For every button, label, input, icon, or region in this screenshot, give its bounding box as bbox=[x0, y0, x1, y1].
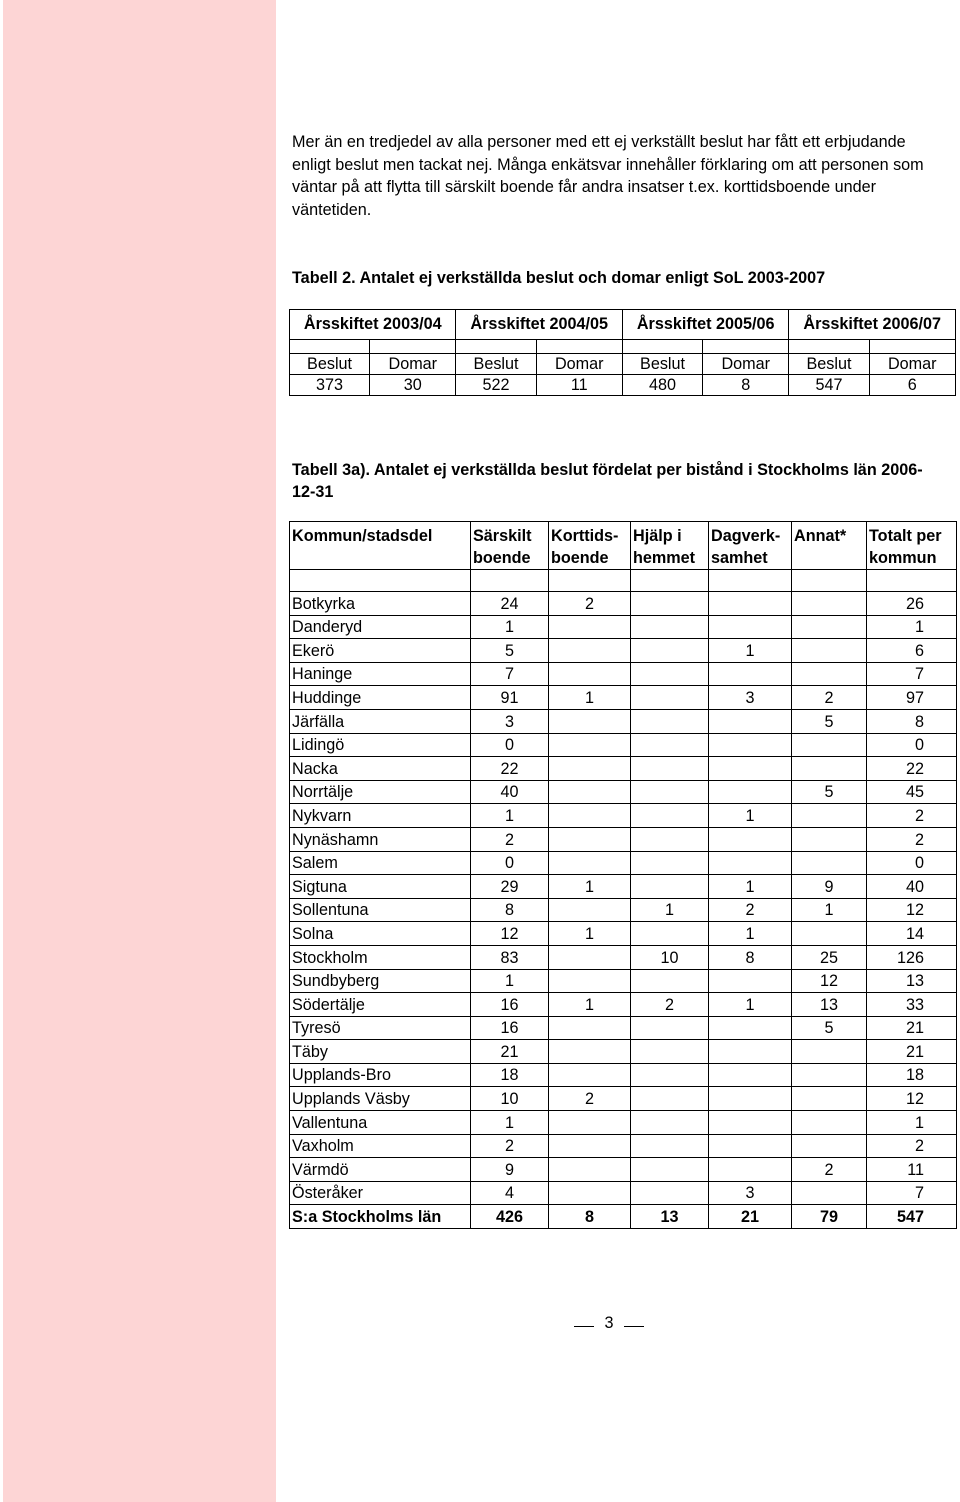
table3-row bbox=[290, 780, 957, 804]
table3-row bbox=[290, 1111, 957, 1135]
cell-name: Upplands Väsby bbox=[290, 1087, 471, 1111]
cell-dagverk bbox=[709, 1063, 792, 1087]
cell-sarskilt: 91 bbox=[471, 686, 549, 710]
table2-period-row bbox=[290, 310, 956, 340]
cell-dagverk: 21 bbox=[709, 1205, 792, 1229]
header-dagverk: Dagverk- samhet bbox=[709, 522, 792, 570]
value-cell: 373 bbox=[290, 375, 370, 396]
cell-sarskilt: 2 bbox=[471, 827, 549, 851]
cell-hjalp bbox=[631, 639, 709, 663]
cell-annat: 2 bbox=[792, 686, 867, 710]
cell-sarskilt: 16 bbox=[471, 1016, 549, 1040]
table3-row bbox=[290, 898, 957, 922]
cell-sarskilt: 16 bbox=[471, 993, 549, 1017]
cell-dagverk bbox=[709, 615, 792, 639]
cell-dagverk bbox=[709, 827, 792, 851]
cell-name: S:a Stockholms län bbox=[290, 1205, 471, 1229]
cell-name: Danderyd bbox=[290, 615, 471, 639]
cell-korttids: 2 bbox=[549, 1087, 631, 1111]
cell-totalt: 1 bbox=[867, 615, 957, 639]
cell-totalt: 2 bbox=[867, 1134, 957, 1158]
value-cell: 11 bbox=[536, 375, 622, 396]
cell-dagverk: 3 bbox=[709, 1181, 792, 1205]
cell-hjalp bbox=[631, 1087, 709, 1111]
table3-row bbox=[290, 733, 957, 757]
cell-annat: 12 bbox=[792, 969, 867, 993]
intro-paragraph: Mer än en tredjedel av alla personer med ett ej verkställt beslut har fått ett erbjudande enligt beslut men tackat nej. Många enkätsvar innehåller förklaring om att personen som väntar på att flytta till särskilt boende får andra insatser t.ex. korttidsboende under väntetiden. bbox=[292, 133, 924, 219]
cell-korttids: 1 bbox=[549, 922, 631, 946]
cell-name: Ekerö bbox=[290, 639, 471, 663]
cell-dagverk bbox=[709, 780, 792, 804]
cell-totalt: 1 bbox=[867, 1111, 957, 1135]
cell-korttids: 1 bbox=[549, 875, 631, 899]
table3-row bbox=[290, 1134, 957, 1158]
cell-korttids bbox=[549, 733, 631, 757]
cell-hjalp bbox=[631, 1134, 709, 1158]
cell-name: Solna bbox=[290, 922, 471, 946]
table3-row bbox=[290, 922, 957, 946]
cell-annat: 5 bbox=[792, 1016, 867, 1040]
cell-annat: 5 bbox=[792, 780, 867, 804]
cell-name: Vallentuna bbox=[290, 1111, 471, 1135]
cell-dagverk bbox=[709, 969, 792, 993]
cell-hjalp bbox=[631, 662, 709, 686]
subheader-cell: Beslut bbox=[290, 354, 370, 375]
table3-gap-row bbox=[290, 570, 957, 592]
table2 bbox=[289, 309, 956, 396]
cell-name: Nacka bbox=[290, 757, 471, 781]
page-number: 3 bbox=[574, 1314, 644, 1338]
cell-totalt: 26 bbox=[867, 592, 957, 616]
cell-hjalp bbox=[631, 827, 709, 851]
page-number-dash-right bbox=[624, 1326, 644, 1327]
cell-sarskilt: 29 bbox=[471, 875, 549, 899]
subheader-cell: Beslut bbox=[456, 354, 536, 375]
cell-korttids: 1 bbox=[549, 993, 631, 1017]
cell-annat bbox=[792, 804, 867, 828]
cell-hjalp bbox=[631, 922, 709, 946]
cell-annat: 5 bbox=[792, 709, 867, 733]
cell-annat bbox=[792, 922, 867, 946]
cell-sarskilt: 83 bbox=[471, 945, 549, 969]
cell-hjalp bbox=[631, 1158, 709, 1182]
cell-korttids bbox=[549, 898, 631, 922]
cell-sarskilt: 7 bbox=[471, 662, 549, 686]
cell-name: Haninge bbox=[290, 662, 471, 686]
cell-dagverk: 3 bbox=[709, 686, 792, 710]
cell-totalt: 7 bbox=[867, 1181, 957, 1205]
cell-sarskilt: 8 bbox=[471, 898, 549, 922]
cell-annat bbox=[792, 1181, 867, 1205]
cell-name: Södertälje bbox=[290, 993, 471, 1017]
cell-sarskilt: 1 bbox=[471, 804, 549, 828]
cell-korttids bbox=[549, 639, 631, 663]
subheader-cell: Domar bbox=[536, 354, 622, 375]
cell-hjalp bbox=[631, 592, 709, 616]
cell-korttids bbox=[549, 804, 631, 828]
cell-sarskilt: 0 bbox=[471, 851, 549, 875]
cell-sarskilt: 1 bbox=[471, 615, 549, 639]
table3-row bbox=[290, 1181, 957, 1205]
cell-annat: 79 bbox=[792, 1205, 867, 1229]
cell-totalt: 2 bbox=[867, 827, 957, 851]
cell-name: Sollentuna bbox=[290, 898, 471, 922]
cell-korttids bbox=[549, 780, 631, 804]
cell-name: Lidingö bbox=[290, 733, 471, 757]
cell-hjalp: 2 bbox=[631, 993, 709, 1017]
cell-annat: 13 bbox=[792, 993, 867, 1017]
cell-name: Huddinge bbox=[290, 686, 471, 710]
subheader-cell: Domar bbox=[869, 354, 955, 375]
cell-dagverk: 8 bbox=[709, 945, 792, 969]
cell-hjalp bbox=[631, 851, 709, 875]
cell-hjalp: 1 bbox=[631, 898, 709, 922]
cell-totalt: 8 bbox=[867, 709, 957, 733]
cell-hjalp bbox=[631, 1040, 709, 1064]
cell-korttids bbox=[549, 827, 631, 851]
table3-row bbox=[290, 1158, 957, 1182]
cell-hjalp bbox=[631, 804, 709, 828]
cell-korttids bbox=[549, 1181, 631, 1205]
table3-row bbox=[290, 804, 957, 828]
value-cell: 8 bbox=[703, 375, 789, 396]
cell-sarskilt: 22 bbox=[471, 757, 549, 781]
cell-sarskilt: 1 bbox=[471, 1111, 549, 1135]
cell-korttids bbox=[549, 662, 631, 686]
table3-row bbox=[290, 1016, 957, 1040]
table3-row bbox=[290, 757, 957, 781]
table2-title: Tabell 2. Antalet ej verkställda beslut och domar enligt SoL 2003-2007 bbox=[292, 269, 826, 287]
subheader-cell: Beslut bbox=[789, 354, 869, 375]
cell-totalt: 6 bbox=[867, 639, 957, 663]
cell-totalt: 45 bbox=[867, 780, 957, 804]
cell-sarskilt: 0 bbox=[471, 733, 549, 757]
table3-row bbox=[290, 709, 957, 733]
cell-korttids: 8 bbox=[549, 1205, 631, 1229]
cell-dagverk: 1 bbox=[709, 804, 792, 828]
cell-sarskilt: 40 bbox=[471, 780, 549, 804]
cell-name: Vaxholm bbox=[290, 1134, 471, 1158]
cell-dagverk: 1 bbox=[709, 993, 792, 1017]
cell-annat: 25 bbox=[792, 945, 867, 969]
table3-header-row bbox=[290, 522, 957, 570]
cell-totalt: 13 bbox=[867, 969, 957, 993]
period-header: Årsskiftet 2003/04 bbox=[290, 310, 456, 340]
cell-hjalp bbox=[631, 1181, 709, 1205]
table3-row bbox=[290, 615, 957, 639]
cell-dagverk: 2 bbox=[709, 898, 792, 922]
left-margin-band bbox=[0, 0, 276, 1502]
cell-annat bbox=[792, 592, 867, 616]
cell-annat bbox=[792, 1134, 867, 1158]
subheader-cell: Beslut bbox=[622, 354, 702, 375]
cell-hjalp bbox=[631, 733, 709, 757]
cell-totalt: 0 bbox=[867, 851, 957, 875]
header-sarskilt: Särskilt boende bbox=[471, 522, 549, 570]
cell-hjalp bbox=[631, 1063, 709, 1087]
table3-row bbox=[290, 969, 957, 993]
table3-body bbox=[290, 592, 957, 1229]
table3-row bbox=[290, 827, 957, 851]
cell-dagverk: 1 bbox=[709, 639, 792, 663]
cell-annat bbox=[792, 733, 867, 757]
cell-name: Stockholm bbox=[290, 945, 471, 969]
cell-name: Tyresö bbox=[290, 1016, 471, 1040]
cell-hjalp bbox=[631, 1111, 709, 1135]
cell-annat: 2 bbox=[792, 1158, 867, 1182]
table2-spacer-row bbox=[290, 340, 956, 354]
cell-hjalp bbox=[631, 686, 709, 710]
cell-korttids bbox=[549, 1016, 631, 1040]
cell-sarskilt: 2 bbox=[471, 1134, 549, 1158]
cell-totalt: 97 bbox=[867, 686, 957, 710]
cell-korttids bbox=[549, 615, 631, 639]
cell-totalt: 11 bbox=[867, 1158, 957, 1182]
value-cell: 480 bbox=[622, 375, 702, 396]
table3-row bbox=[290, 686, 957, 710]
period-header: Årsskiftet 2004/05 bbox=[456, 310, 622, 340]
cell-annat bbox=[792, 639, 867, 663]
table3-row bbox=[290, 1040, 957, 1064]
cell-hjalp bbox=[631, 780, 709, 804]
cell-korttids bbox=[549, 1111, 631, 1135]
cell-korttids bbox=[549, 1158, 631, 1182]
cell-annat bbox=[792, 827, 867, 851]
cell-sarskilt: 9 bbox=[471, 1158, 549, 1182]
cell-dagverk: 1 bbox=[709, 875, 792, 899]
table3 bbox=[289, 521, 957, 1229]
cell-hjalp bbox=[631, 875, 709, 899]
cell-totalt: 2 bbox=[867, 804, 957, 828]
cell-hjalp bbox=[631, 615, 709, 639]
cell-sarskilt: 5 bbox=[471, 639, 549, 663]
cell-name: Österåker bbox=[290, 1181, 471, 1205]
cell-korttids bbox=[549, 969, 631, 993]
cell-hjalp bbox=[631, 1016, 709, 1040]
cell-annat: 1 bbox=[792, 898, 867, 922]
cell-annat bbox=[792, 1063, 867, 1087]
cell-name: Salem bbox=[290, 851, 471, 875]
subheader-cell: Domar bbox=[370, 354, 456, 375]
cell-korttids bbox=[549, 757, 631, 781]
period-header: Årsskiftet 2005/06 bbox=[622, 310, 788, 340]
cell-dagverk bbox=[709, 1087, 792, 1111]
table3-row bbox=[290, 1063, 957, 1087]
table2-subheader-row bbox=[290, 354, 956, 375]
cell-sarskilt: 4 bbox=[471, 1181, 549, 1205]
cell-hjalp bbox=[631, 709, 709, 733]
cell-name: Upplands-Bro bbox=[290, 1063, 471, 1087]
table3-row bbox=[290, 662, 957, 686]
cell-hjalp bbox=[631, 969, 709, 993]
table3-row bbox=[290, 1087, 957, 1111]
cell-korttids bbox=[549, 1040, 631, 1064]
cell-sarskilt: 3 bbox=[471, 709, 549, 733]
cell-dagverk bbox=[709, 1016, 792, 1040]
cell-dagverk bbox=[709, 1111, 792, 1135]
cell-totalt: 547 bbox=[867, 1205, 957, 1229]
value-cell: 522 bbox=[456, 375, 536, 396]
value-cell: 547 bbox=[789, 375, 869, 396]
cell-dagverk bbox=[709, 1158, 792, 1182]
cell-sarskilt: 18 bbox=[471, 1063, 549, 1087]
cell-korttids: 2 bbox=[549, 592, 631, 616]
cell-annat bbox=[792, 1087, 867, 1111]
cell-name: Botkyrka bbox=[290, 592, 471, 616]
cell-annat bbox=[792, 615, 867, 639]
cell-dagverk bbox=[709, 733, 792, 757]
cell-korttids bbox=[549, 851, 631, 875]
cell-dagverk bbox=[709, 709, 792, 733]
cell-hjalp: 13 bbox=[631, 1205, 709, 1229]
table2-value-row bbox=[290, 375, 956, 396]
cell-name: Nykvarn bbox=[290, 804, 471, 828]
cell-totalt: 18 bbox=[867, 1063, 957, 1087]
cell-totalt: 40 bbox=[867, 875, 957, 899]
cell-korttids bbox=[549, 945, 631, 969]
table3-row bbox=[290, 639, 957, 663]
header-korttids: Korttids- boende bbox=[549, 522, 631, 570]
cell-name: Värmdö bbox=[290, 1158, 471, 1182]
value-cell: 30 bbox=[370, 375, 456, 396]
page-number-dash-left bbox=[574, 1326, 594, 1327]
cell-sarskilt: 426 bbox=[471, 1205, 549, 1229]
cell-dagverk bbox=[709, 757, 792, 781]
table3-row bbox=[290, 592, 957, 616]
cell-totalt: 0 bbox=[867, 733, 957, 757]
header-annat: Annat* bbox=[792, 522, 867, 570]
period-header: Årsskiftet 2006/07 bbox=[789, 310, 956, 340]
cell-annat bbox=[792, 757, 867, 781]
cell-korttids: 1 bbox=[549, 686, 631, 710]
cell-hjalp bbox=[631, 757, 709, 781]
cell-dagverk bbox=[709, 851, 792, 875]
table3-row bbox=[290, 993, 957, 1017]
header-kommun: Kommun/stadsdel bbox=[290, 522, 471, 570]
cell-totalt: 21 bbox=[867, 1016, 957, 1040]
cell-name: Norrtälje bbox=[290, 780, 471, 804]
cell-dagverk bbox=[709, 662, 792, 686]
cell-korttids bbox=[549, 1134, 631, 1158]
cell-totalt: 12 bbox=[867, 1087, 957, 1111]
cell-totalt: 33 bbox=[867, 993, 957, 1017]
table3-row bbox=[290, 875, 957, 899]
cell-sarskilt: 10 bbox=[471, 1087, 549, 1111]
value-cell: 6 bbox=[869, 375, 955, 396]
cell-totalt: 12 bbox=[867, 898, 957, 922]
table3-row bbox=[290, 851, 957, 875]
cell-name: Nynäshamn bbox=[290, 827, 471, 851]
cell-name: Täby bbox=[290, 1040, 471, 1064]
cell-name: Sigtuna bbox=[290, 875, 471, 899]
cell-annat bbox=[792, 1040, 867, 1064]
header-hjalp: Hjälp i hemmet bbox=[631, 522, 709, 570]
header-totalt: Totalt per kommun bbox=[867, 522, 957, 570]
cell-totalt: 21 bbox=[867, 1040, 957, 1064]
cell-totalt: 126 bbox=[867, 945, 957, 969]
cell-dagverk bbox=[709, 1040, 792, 1064]
cell-sarskilt: 12 bbox=[471, 922, 549, 946]
cell-annat: 9 bbox=[792, 875, 867, 899]
cell-name: Järfälla bbox=[290, 709, 471, 733]
cell-annat bbox=[792, 662, 867, 686]
cell-korttids bbox=[549, 709, 631, 733]
cell-totalt: 14 bbox=[867, 922, 957, 946]
cell-sarskilt: 21 bbox=[471, 1040, 549, 1064]
cell-annat bbox=[792, 851, 867, 875]
cell-sarskilt: 24 bbox=[471, 592, 549, 616]
cell-name: Sundbyberg bbox=[290, 969, 471, 993]
cell-totalt: 22 bbox=[867, 757, 957, 781]
cell-hjalp: 10 bbox=[631, 945, 709, 969]
cell-korttids bbox=[549, 1063, 631, 1087]
subheader-cell: Domar bbox=[703, 354, 789, 375]
cell-totalt: 7 bbox=[867, 662, 957, 686]
cell-dagverk bbox=[709, 592, 792, 616]
cell-annat bbox=[792, 1111, 867, 1135]
cell-dagverk: 1 bbox=[709, 922, 792, 946]
table3-sum-row bbox=[290, 1205, 957, 1229]
table3-row bbox=[290, 945, 957, 969]
cell-sarskilt: 1 bbox=[471, 969, 549, 993]
table3-title: Tabell 3a). Antalet ej verkställda beslut fördelat per bistånd i Stockholms län 2006-12-31 bbox=[292, 461, 923, 501]
cell-dagverk bbox=[709, 1134, 792, 1158]
